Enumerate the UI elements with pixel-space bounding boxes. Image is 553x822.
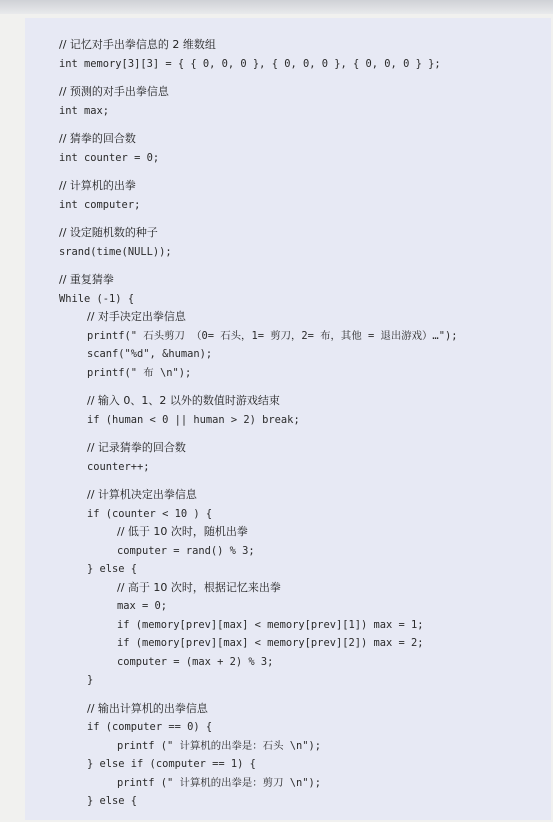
code-comment: // 设定随机数的种子 [59,226,158,239]
blank-line [59,167,551,177]
code-comment: // 记忆对手出拳信息的 2 维数组 [59,38,216,51]
code-comment: // 输出计算机的出拳信息 [87,701,208,715]
code-line: if (memory[prev][max] < memory[prev][1]) max = 1; [117,618,424,631]
code-line: printf (" 计算机的出拳是：剪刀 \n"); [117,776,321,789]
blank-line [59,120,551,130]
blank-line [59,214,551,224]
code-line: } else if (computer == 1) { [87,758,256,770]
blank-line [59,73,551,83]
code-line: if (memory[prev][max] < memory[prev][2]) max = 2; [117,637,424,649]
blank-line [59,690,551,700]
code-comment: // 对手决定出拳信息 [87,310,186,323]
code-line: } else { [87,563,138,575]
code-line: if (computer == 0) { [87,721,213,733]
code-comment: // 预测的对手出拳信息 [59,85,169,98]
code-listing [25,18,551,820]
code-comment: // 低于 10 次时，随机出拳 [117,525,248,538]
code-line: max = 0; [117,600,168,612]
code-line: if (human < 0 || human > 2) break; [87,413,300,426]
code-line: computer = (max + 2) % 3; [117,655,274,668]
code-line: printf(" 石头剪刀 （0= 石头，1= 剪刀，2= 布，其他 = 退出游戏）…"); [87,329,458,342]
code-line: int memory[3][3] = { { 0, 0, 0 }, { 0, 0, 0 }, { 0, 0, 0 } }; [59,57,441,70]
code-comment: // 计算机的出拳 [59,179,136,192]
code-line: scanf("%d", &human); [87,348,213,360]
code-line: printf (" 计算机的出拳是：石头 \n"); [117,739,321,752]
code-line: int computer; [59,198,141,211]
code-line: srand(time(NULL)); [59,245,172,258]
code-comment: // 重复猜拳 [59,273,114,286]
blank-line [59,261,551,271]
code-comment: // 猜拳的回合数 [59,132,136,145]
code-comment: // 记录猜拳的回合数 [87,441,186,454]
code-line: int counter = 0; [59,151,160,164]
code-line: } [87,674,94,686]
code-line: } else { [87,795,138,807]
code-line: computer = rand() % 3; [117,544,255,557]
blank-line [59,382,551,392]
code-comment: // 高于 10 次时，根据记忆来出拳 [117,580,281,594]
code-line: int max; [59,104,110,117]
blank-line [59,429,551,439]
page-top-edge [0,0,553,14]
code-comment: // 计算机决定出拳信息 [87,488,197,501]
code-comment: // 输入 0、1、2 以外的数值时游戏结束 [87,394,280,407]
blank-line [59,476,551,486]
code-line: printf(" 布 \n"); [87,366,192,379]
code-line: if (counter < 10 ) { [87,507,213,520]
code-line: counter++; [87,460,150,473]
code-line: While (-1) { [59,292,135,305]
